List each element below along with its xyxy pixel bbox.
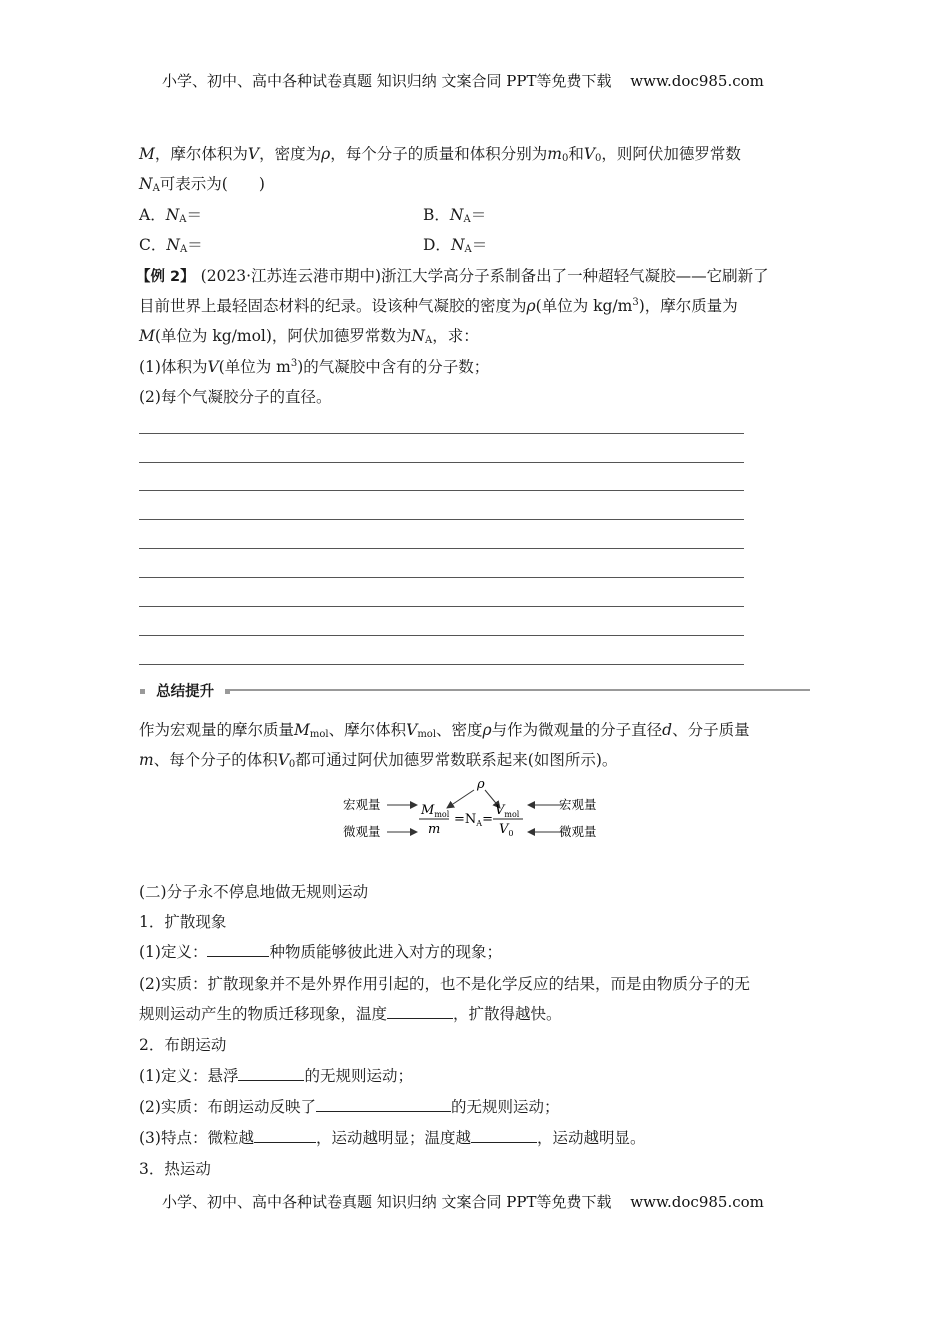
square-bullet-icon: [140, 689, 145, 694]
svg-text:Mmol: [420, 803, 450, 819]
summary-line1: 作为宏观量的摩尔质量$M_{mol}$、摩尔体积$V_{mol}$、密度ρ与作为微观量的分子直径d、分子质量: [139, 721, 750, 740]
diagram-v0: V: [499, 822, 509, 837]
footer-text: 小学、初中、高中各种试卷真题 知识归纳 文案合同 PPT等免费下载: [162, 1193, 612, 1211]
answer-line[interactable]: [139, 519, 744, 520]
svg-text:Vmol: [495, 803, 520, 819]
s2-heading: 2．布朗运动: [139, 1036, 227, 1054]
s3-heading: 3．热运动: [139, 1160, 211, 1178]
diagram-m: m: [428, 822, 441, 837]
diagram-mmol-sub: mol: [434, 810, 450, 819]
diagram-eq-na: =N: [454, 812, 477, 827]
example2-part2: (2)每个气凝胶分子的直径。: [139, 388, 332, 406]
diagram-left-top: 宏观量: [343, 797, 381, 812]
header-text: 小学、初中、高中各种试卷真题 知识归纳 文案合同 PPT等免费下载: [162, 72, 612, 90]
header-url: www.doc985.com: [630, 72, 764, 90]
diagram-vmol-sub: mol: [504, 810, 520, 819]
answer-line[interactable]: [139, 635, 744, 636]
answer-line[interactable]: [139, 433, 744, 434]
s2-feature: (3)特点：微粒越 ，运动越明显；温度越 ，运动越明显。: [139, 1126, 646, 1150]
svg-text:=NA=: [454, 812, 493, 828]
answer-line[interactable]: [139, 664, 744, 665]
summary-header: [140, 680, 230, 701]
s1-heading: 1．扩散现象: [139, 913, 227, 931]
summary-line2: m、每个分子的体积$V_0$都可通过阿伏加德罗常数联系起来(如图所示)。: [139, 751, 618, 770]
answer-line[interactable]: [139, 462, 744, 463]
option-b: B．$N_A=$: [423, 206, 487, 225]
answer-line[interactable]: [139, 577, 744, 578]
option-d: D．$N_A=$: [423, 236, 488, 255]
question-text-line1: M，摩尔体积为V，密度为ρ，每个分子的质量和体积分别为$m_0$和$V_0$，则阿伏加德罗常数: [139, 145, 741, 164]
s1-definition: (1)定义： 种物质能够彼此进入对方的现象；: [139, 940, 502, 964]
diagram-eq-na-sub: A: [476, 819, 483, 828]
example2-line3: M(单位为 kg/mol)，阿伏加德罗常数为$N_A$，求：: [139, 327, 479, 346]
fill-blank[interactable]: [207, 940, 269, 957]
example2-part1: (1)体积为V(单位为 $m^3$)的气凝胶中含有的分子数；: [139, 358, 490, 376]
svg-text:V0: [499, 822, 513, 838]
example2-line2: 目前世界上最轻固态材料的纪录。设该种气凝胶的密度为ρ(单位为 $kg/m^3$)，摩尔质量为: [139, 297, 738, 315]
diagram-right-bottom: 微观量: [559, 824, 597, 839]
diagram-vmol: V: [495, 803, 505, 818]
answer-line[interactable]: [139, 606, 744, 607]
footer-url: www.doc985.com: [630, 1193, 764, 1211]
fill-blank[interactable]: [387, 1002, 453, 1019]
example-tag: 【例 2】: [136, 269, 195, 285]
page-header: [162, 70, 764, 91]
diagram-mmol: M: [421, 803, 435, 818]
fill-blank[interactable]: [238, 1064, 304, 1081]
arrow-rho-left: [447, 790, 474, 808]
answer-line[interactable]: [139, 490, 744, 491]
fill-blank[interactable]: [316, 1095, 451, 1112]
s2-essence: (2)实质：布朗运动反映了 的无规则运动；: [139, 1095, 559, 1119]
example2-line1: 【例 2】 (2023·江苏连云港市期中)浙江大学高分子系制备出了一种超轻气凝胶——它刷新了: [136, 267, 769, 285]
section2-title: (二)分子永不停息地做无规则运动: [139, 883, 369, 901]
question-text-line2: $N_A$可表示为( ): [139, 175, 265, 194]
diagram-v0-sub: 0: [508, 829, 514, 838]
s1-essence-line2: 规则运动产生的物质迁移现象，温度 ，扩散得越快。: [139, 1002, 562, 1026]
avogadro-diagram: [325, 776, 625, 848]
diagram-right-top: 宏观量: [559, 797, 597, 812]
answer-line[interactable]: [139, 548, 744, 549]
s2-definition: (1)定义：悬浮 的无规则运动；: [139, 1064, 413, 1088]
summary-divider: [230, 689, 810, 691]
summary-title: 总结提升: [156, 684, 215, 700]
s1-essence-line1: (2)实质：扩散现象并不是外界作用引起的，也不是化学反应的结果，而是由物质分子的无: [139, 975, 750, 993]
option-a: A．$N_A=$: [139, 206, 203, 225]
diagram-eq2: =: [482, 812, 493, 827]
diagram-left-bottom: 微观量: [343, 824, 381, 839]
fill-blank[interactable]: [254, 1126, 316, 1143]
option-c: C．$N_A=$: [139, 236, 203, 255]
fill-blank[interactable]: [471, 1126, 537, 1143]
diagram-rho: ρ: [477, 777, 485, 792]
page-footer: [162, 1191, 764, 1212]
